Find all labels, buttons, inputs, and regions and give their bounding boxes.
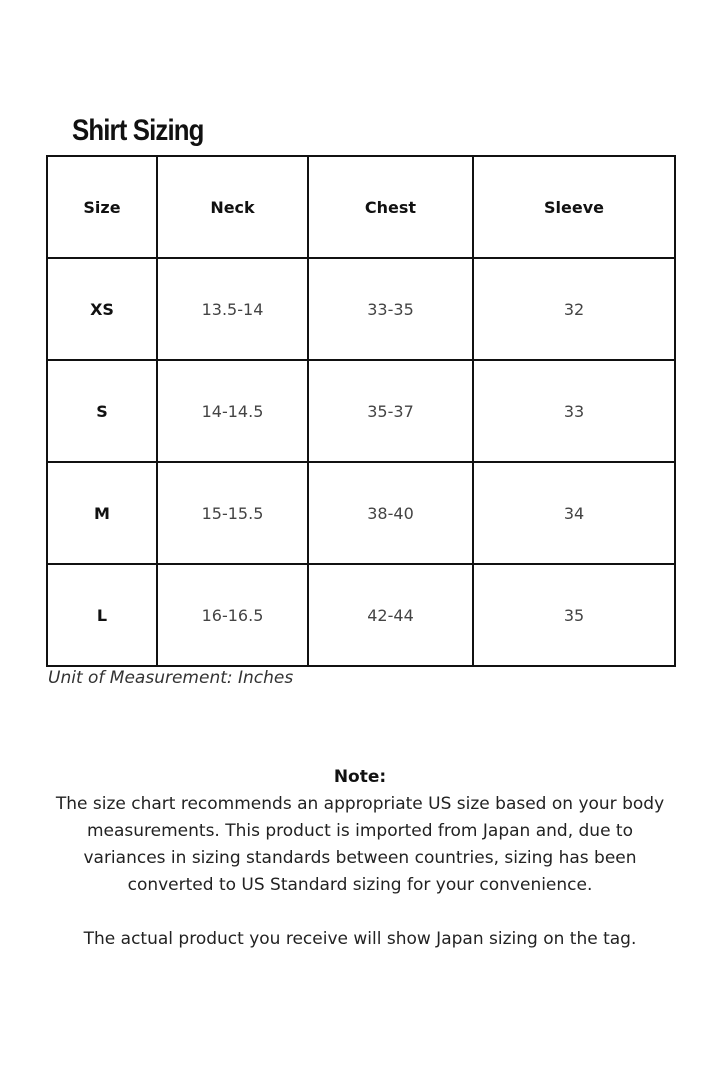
note-heading: Note:	[333, 767, 387, 787]
chest-cell: 33-35	[308, 258, 473, 360]
table-row	[47, 360, 675, 462]
sleeve-cell: 34	[473, 462, 675, 564]
note-section	[40, 764, 680, 953]
size-cell: XS	[47, 258, 157, 360]
chest-cell: 38-40	[308, 462, 473, 564]
neck-cell: 13.5-14	[157, 258, 308, 360]
neck-cell: 14-14.5	[157, 360, 308, 462]
header-sleeve: Sleeve	[473, 156, 675, 258]
header-chest: Chest	[308, 156, 473, 258]
header-neck: Neck	[157, 156, 308, 258]
unit-of-measurement: Unit of Measurement: Inches	[48, 668, 294, 688]
table-row	[47, 462, 675, 564]
page-title: Shirt Sizing	[72, 114, 204, 147]
chest-cell: 42-44	[308, 564, 473, 666]
size-cell: M	[47, 462, 157, 564]
neck-cell: 16-16.5	[157, 564, 308, 666]
note-footer: The actual product you receive will show Japan sizing on the tag.	[83, 929, 637, 949]
neck-cell: 15-15.5	[157, 462, 308, 564]
size-chart-table	[46, 155, 676, 667]
sleeve-cell: 32	[473, 258, 675, 360]
size-cell: L	[47, 564, 157, 666]
table-header-row	[47, 156, 675, 258]
note-body: The size chart recommends an appropriate US size based on your body measurements. This product is imported from Japan and, due to variances in sizing standards between countries, sizing has been converted to US Standard sizing for your convenience.	[55, 794, 665, 895]
size-cell: S	[47, 360, 157, 462]
sleeve-cell: 33	[473, 360, 675, 462]
table-row	[47, 258, 675, 360]
sleeve-cell: 35	[473, 564, 675, 666]
chest-cell: 35-37	[308, 360, 473, 462]
header-size: Size	[47, 156, 157, 258]
table-row	[47, 564, 675, 666]
